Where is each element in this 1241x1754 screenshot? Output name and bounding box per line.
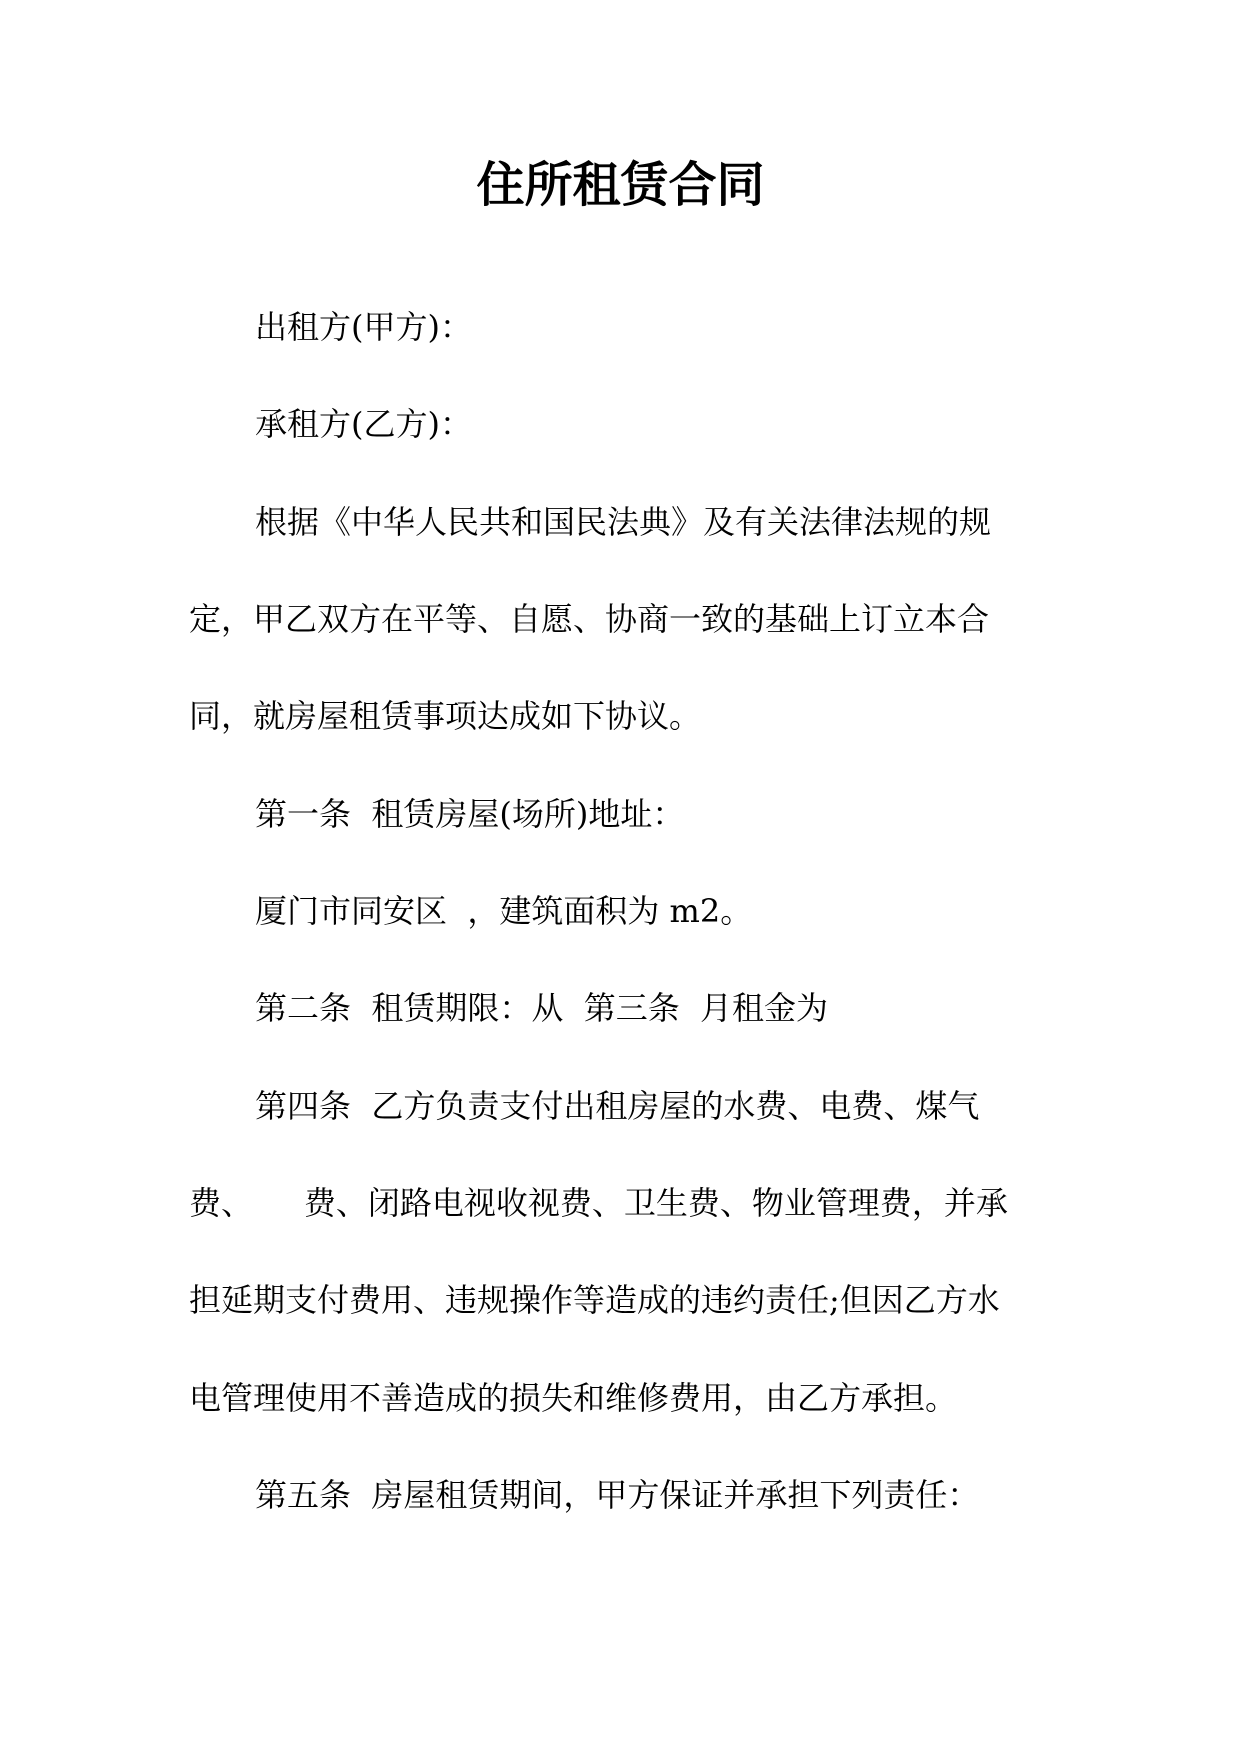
lessee-line: 承租方(乙方)： bbox=[255, 405, 472, 443]
article-4-line-1: 第四条 乙方负责支付出租房屋的水费、电费、煤气 bbox=[255, 1087, 980, 1125]
article-5-line: 第五条 房屋租赁期间，甲方保证并承担下列责任： bbox=[255, 1476, 980, 1514]
article-4-line-4: 电管理使用不善造成的损失和维修费用，由乙方承担。 bbox=[189, 1379, 958, 1417]
article-1-line: 第一条 租赁房屋(场所)地址： bbox=[255, 795, 685, 833]
article-4-line-3: 担延期支付费用、违规操作等造成的违约责任;但因乙方水 bbox=[189, 1281, 1000, 1319]
address-line: 厦门市同安区 ，建筑面积为 m2。 bbox=[255, 892, 753, 930]
page-title: 住所租赁合同 bbox=[476, 157, 765, 213]
lessor-line: 出租方(甲方)： bbox=[255, 308, 472, 346]
preamble-line-1: 根据《中华人民共和国民法典》及有关法律法规的规 bbox=[255, 503, 992, 541]
preamble-line-2: 定，甲乙双方在平等、自愿、协商一致的基础上订立本合 bbox=[189, 600, 990, 638]
article-4-line-2: 费、 费、闭路电视收视费、卫生费、物业管理费，并承 bbox=[189, 1184, 1008, 1222]
preamble-line-3: 同，就房屋租赁事项达成如下协议。 bbox=[189, 697, 702, 735]
article-2-3-line: 第二条 租赁期限：从 第三条 月租金为 bbox=[255, 989, 829, 1027]
